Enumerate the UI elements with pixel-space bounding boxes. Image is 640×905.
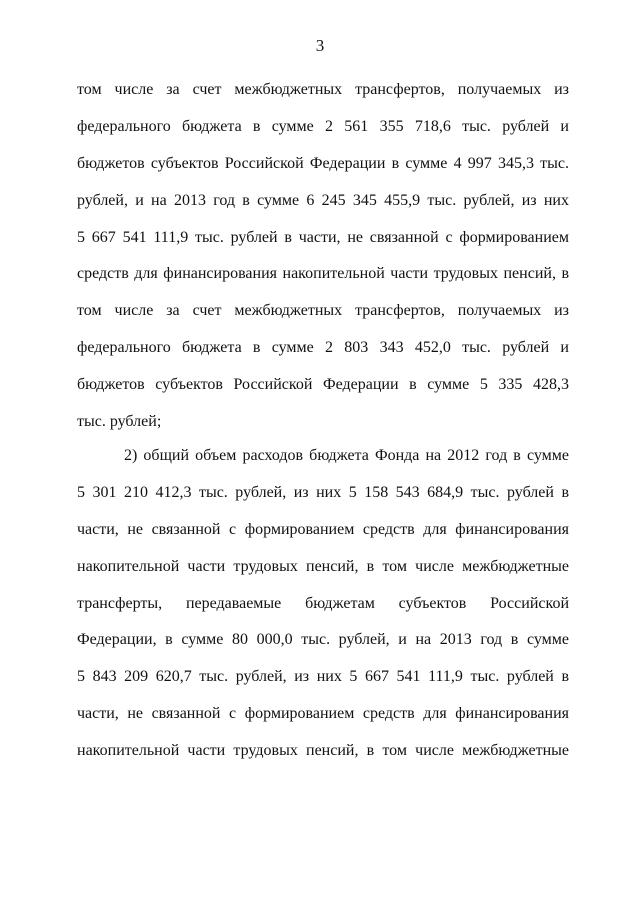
text-line: 5 843 209 620,7 тыс. рублей, из них 5 667 541 111,9 тыс. рублей в	[77, 668, 569, 686]
text-line: части, не связанной с формированием средств для финансирования	[77, 520, 569, 538]
text-line: федерального бюджета в сумме 2 561 355 718,6 тыс. рублей и	[77, 117, 569, 135]
text-line: 5 667 541 111,9 тыс. рублей в части, не связанной с формированием	[77, 228, 569, 246]
text-line: накопительной части трудовых пенсий, в том числе межбюджетные	[77, 742, 569, 760]
text-line: том числе за счет межбюджетных трансфертов, получаемых из	[77, 302, 569, 320]
text-line: накопительной части трудовых пенсий, в том числе межбюджетные	[77, 557, 569, 575]
text-line: части, не связанной с формированием средств для финансирования	[77, 705, 569, 723]
text-line: Федерации, в сумме 80 000,0 тыс. рублей, и на 2013 год в сумме	[77, 631, 569, 649]
text-line: тыс. рублей;	[77, 413, 162, 431]
text-line: 5 301 210 412,3 тыс. рублей, из них 5 158 543 684,9 тыс. рублей в	[77, 483, 569, 501]
text-line: федерального бюджета в сумме 2 803 343 452,0 тыс. рублей и	[77, 339, 569, 357]
text-line: рублей, и на 2013 год в сумме 6 245 345 455,9 тыс. рублей, из них	[77, 191, 569, 209]
text-line: средств для финансирования накопительной части трудовых пенсий, в	[77, 265, 569, 283]
page-number: 3	[315, 36, 325, 55]
text-line: трансферты, передаваемые бюджетам субъектов Российской	[77, 594, 569, 612]
text-line: 2) общий объем расходов бюджета Фонда на 2012 год в сумме	[124, 447, 569, 464]
text-line: бюджетов субъектов Российской Федерации в сумме 5 335 428,3	[77, 376, 569, 394]
paragraph-item-2	[77, 438, 569, 770]
paragraph-continuation	[77, 72, 569, 441]
text-line: бюджетов субъектов Российской Федерации в сумме 4 997 345,3 тыс.	[77, 154, 569, 172]
text-line: том числе за счет межбюджетных трансфертов, получаемых из	[77, 81, 569, 98]
